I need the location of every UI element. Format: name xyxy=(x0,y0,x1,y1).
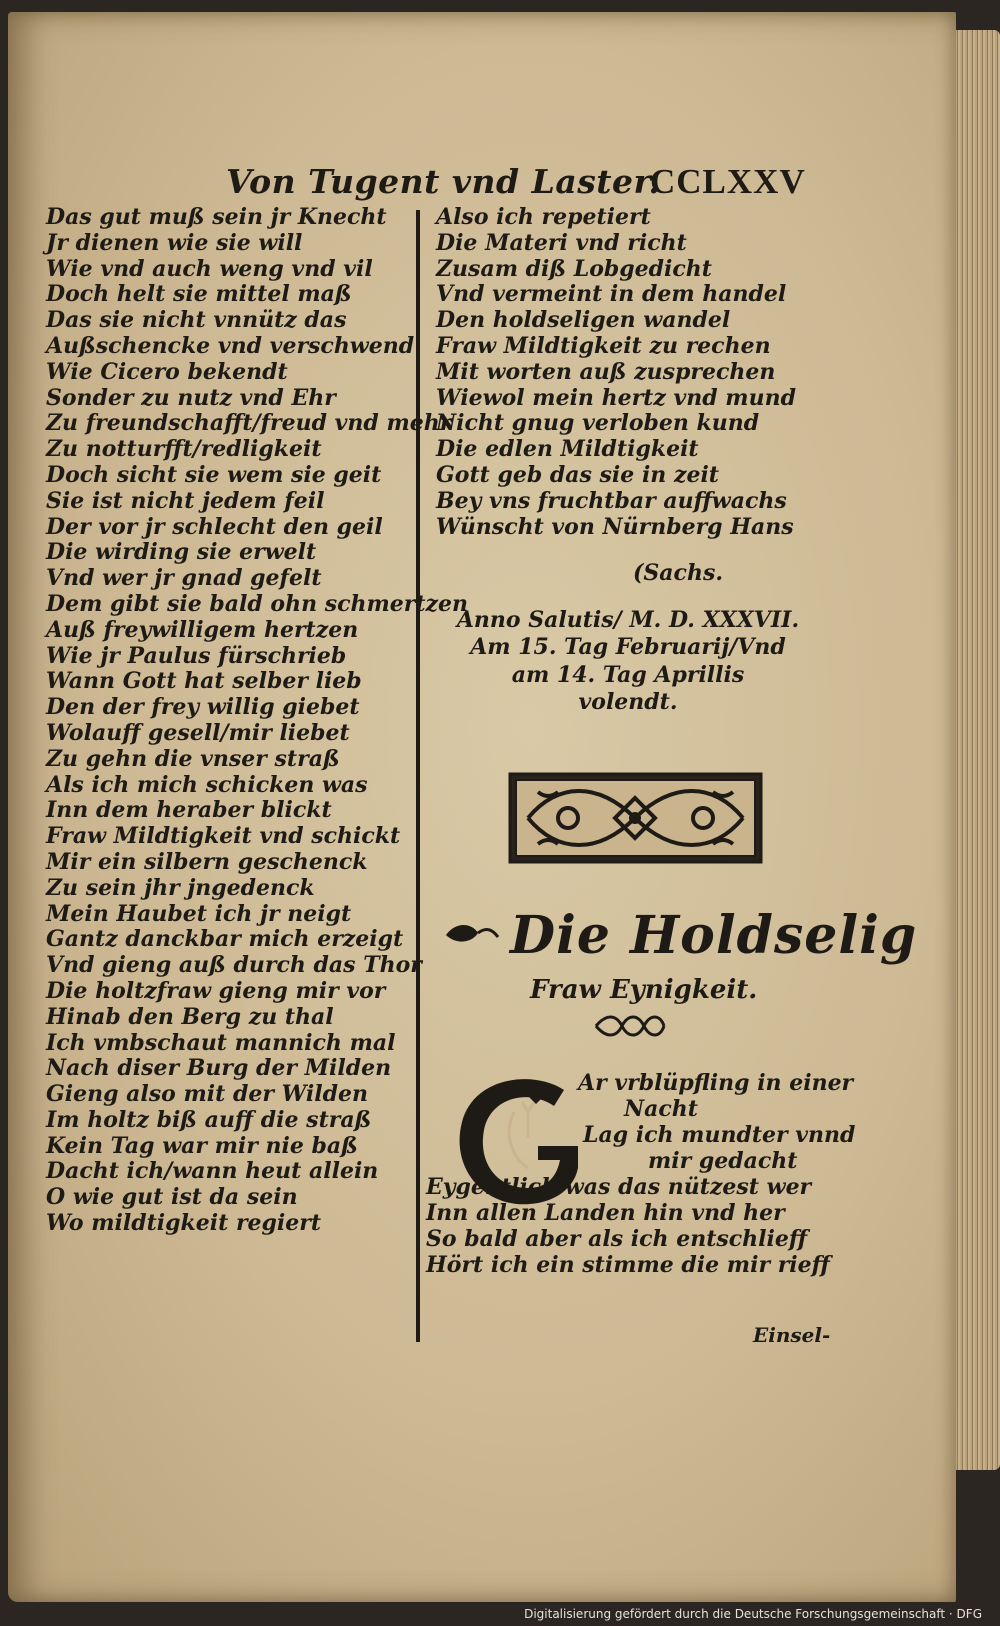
left-column-line: Zu notturfft/redligkeit xyxy=(46,436,322,463)
author-suffix: (Sachs. xyxy=(633,560,723,586)
woodcut-ornament xyxy=(508,772,763,864)
left-column-line: Sonder zu nutz vnd Ehr xyxy=(46,384,336,411)
poem-line-5: Eygentlich was das nützest wer xyxy=(426,1174,812,1200)
right-column-line: Wiewol mein hertz vnd mund xyxy=(436,384,796,411)
left-column-line: O wie gut ist da sein xyxy=(46,1184,298,1211)
right-column-line: Fraw Mildtigkeit zu rechen xyxy=(436,332,771,359)
poem-subtitle: Fraw Eynigkeit. xyxy=(530,975,758,1005)
left-column-line: Das gut muß sein jr Knecht xyxy=(46,204,387,230)
page-block-edge xyxy=(955,30,1000,1470)
running-title: Von Tugent vnd Laster. xyxy=(226,162,661,201)
left-column-line: Mein Haubet ich jr neigt xyxy=(46,900,352,927)
left-column-line: Vnd gieng auß durch das Thor xyxy=(46,952,422,979)
left-column-line: Wie jr Paulus fürschrieb xyxy=(46,642,347,669)
left-column-line: Fraw Mildtigkeit vnd schickt xyxy=(46,823,401,850)
left-column-line: Wann Gott hat selber lieb xyxy=(46,668,362,695)
left-column-line: Kein Tag war mir nie baß xyxy=(46,1132,358,1159)
left-column-line: Gieng also mit der Wilden xyxy=(46,1081,369,1108)
left-column-line: Die holtzfraw gieng mir vor xyxy=(46,977,386,1004)
right-column xyxy=(436,205,796,540)
poem-line-1: Ar vrblüpfling in einer xyxy=(578,1070,854,1096)
left-column-line: Sie ist nicht jedem feil xyxy=(46,487,325,514)
right-column-line: Wünscht von Nürnberg Hans xyxy=(436,513,794,540)
left-column-line: Nach diser Burg der Milden xyxy=(46,1055,392,1082)
left-column xyxy=(46,205,468,1237)
colophon-line-1: Anno Salutis/ M. D. XXXVII. xyxy=(456,607,800,633)
right-column-line: Die edlen Mildtigkeit xyxy=(436,436,699,463)
right-column-line: Vnd vermeint in dem handel xyxy=(436,281,787,308)
poem-line-8: Hört ich ein stimme die mir rieff xyxy=(426,1252,830,1278)
colophon-line-3: am 14. Tag Aprillis xyxy=(511,662,745,688)
left-column-line: Doch sicht sie wem sie geit xyxy=(46,461,382,488)
left-column-line: Zu sein jhr jngedenck xyxy=(46,874,315,901)
left-column-line: Gantz danckbar mich erzeigt xyxy=(46,926,404,953)
leaf-fleuron-icon xyxy=(442,917,502,951)
colophon-line-2: Am 15. Tag Februarij/Vnd xyxy=(470,634,786,660)
folio-number: CCLXXV xyxy=(650,162,806,201)
left-column-line: Die wirding sie erwelt xyxy=(46,539,317,566)
poem-line-7: So bald aber als ich entschlieff xyxy=(426,1226,808,1252)
poem-line-4: mir gedacht xyxy=(648,1148,798,1174)
left-column-line: Wie Cicero bekendt xyxy=(46,358,288,385)
right-column-line: Also ich repetiert xyxy=(436,204,651,230)
left-column-line: Den der frey willig giebet xyxy=(46,694,360,721)
left-column-line: Dem gibt sie bald ohn schmertzen xyxy=(46,590,469,617)
right-column-line: Zusam diß Lobgedicht xyxy=(436,255,712,282)
right-column-line: Den holdseligen wandel xyxy=(436,307,731,334)
right-column-line: Mit worten auß zusprechen xyxy=(436,358,776,385)
left-column-line: Ich vmbschaut mannich mal xyxy=(46,1029,396,1056)
book-page xyxy=(8,12,956,1602)
left-column-line: Wie vnd auch weng vnd vil xyxy=(46,255,373,282)
left-column-line: Im holtz biß auff die straß xyxy=(46,1106,372,1133)
left-column-line: Wo mildtigkeit regiert xyxy=(46,1210,322,1237)
left-column-line: Vnd wer jr gnad gefelt xyxy=(46,565,322,592)
left-column-line: Außschencke vnd verschwend xyxy=(46,332,415,359)
colophon-line-4: volendt. xyxy=(578,689,678,715)
left-column-line: Inn dem heraber blickt xyxy=(46,797,332,824)
catchword: Einsel- xyxy=(753,1323,831,1347)
left-column-line: Hinab den Berg zu thal xyxy=(46,1003,334,1030)
right-column-line: Gott geb das sie in zeit xyxy=(436,461,719,488)
poem-line-6: Inn allen Landen hin vnd her xyxy=(426,1200,785,1226)
left-column-line: Der vor jr schlecht den geil xyxy=(46,513,383,540)
dfg-credit: Digitalisierung gefördert durch die Deutsche Forschungsgemeinschaft · DFG xyxy=(524,1607,982,1621)
left-column-line: Auß freywilligem hertzen xyxy=(46,616,359,643)
flourish-ornament xyxy=(592,1012,668,1040)
left-column-line: Zu gehn die vnser straß xyxy=(46,745,340,772)
left-column-line: Zu freundschafft/freud vnd mehr xyxy=(46,410,452,437)
left-column-line: Das sie nicht vnnütz das xyxy=(46,307,347,334)
left-column-line: Dacht ich/wann heut allein xyxy=(46,1158,379,1185)
right-column-line: Die Materi vnd richt xyxy=(436,229,687,256)
left-column-line: Mir ein silbern geschenck xyxy=(46,848,368,875)
right-column-line: Nicht gnug verloben kund xyxy=(436,410,760,437)
left-column-line: Doch helt sie mittel maß xyxy=(46,281,352,308)
poem-line-2: Nacht xyxy=(624,1096,698,1122)
left-column-line: Jr dienen wie sie will xyxy=(46,229,303,256)
left-column-line: Wolauff gesell/mir liebet xyxy=(46,719,350,746)
left-column-line: Als ich mich schicken was xyxy=(46,771,368,798)
right-column-line: Bey vns fruchtbar auffwachs xyxy=(436,487,787,514)
poem-line-3: Lag ich mundter vnnd xyxy=(583,1122,856,1148)
poem-title: Die Holdselig xyxy=(510,905,918,966)
